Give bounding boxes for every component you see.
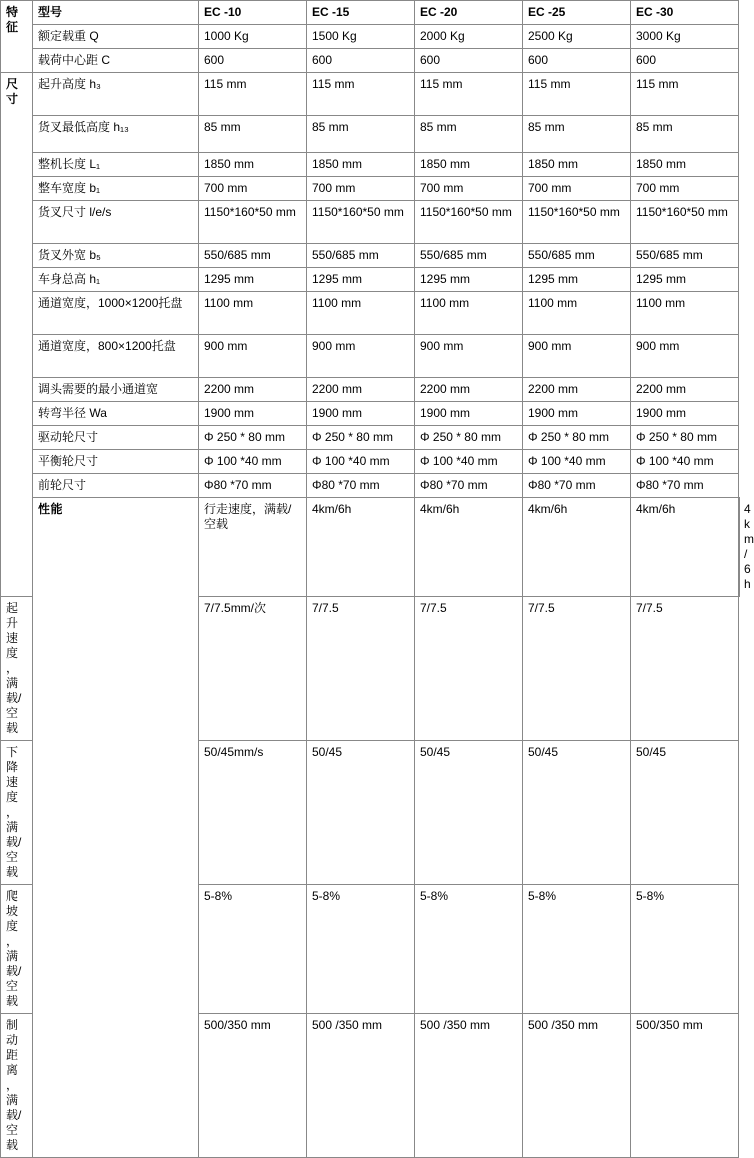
row-label: 额定载重 Q <box>33 25 199 49</box>
row-value: Φ 100 *40 mm <box>631 450 739 474</box>
table-row <box>1 474 740 498</box>
table-row <box>1 268 740 292</box>
row-value: 3000 Kg <box>631 25 739 49</box>
row-value: 600 <box>199 49 307 73</box>
row-value: 115 mm <box>523 73 631 116</box>
row-value: 4km/6h <box>307 498 415 597</box>
row-value: 1900 mm <box>307 402 415 426</box>
row-value: 700 mm <box>307 177 415 201</box>
row-value: 1150*160*50 mm <box>631 201 739 244</box>
header-model-2: EC -20 <box>415 1 523 25</box>
row-value: 85 mm <box>631 116 739 153</box>
table-row <box>1 73 740 116</box>
row-value: 5-8% <box>199 885 307 1014</box>
row-value: 50/45 <box>631 741 739 885</box>
row-value: 2200 mm <box>307 378 415 402</box>
row-label: 载荷中心距 C <box>33 49 199 73</box>
table-row <box>1 378 740 402</box>
row-value: 1900 mm <box>415 402 523 426</box>
row-label: 整车宽度 b₁ <box>33 177 199 201</box>
row-label: 起升速度，满载/空载 <box>1 597 33 741</box>
row-value: Φ 250 * 80 mm <box>307 426 415 450</box>
row-value: Φ 100 *40 mm <box>307 450 415 474</box>
row-value: 50/45mm/s <box>199 741 307 885</box>
row-value: 4km/6h <box>415 498 523 597</box>
row-value: 1100 mm <box>631 292 739 335</box>
table-row <box>1 292 740 335</box>
row-value: Φ80 *70 mm <box>523 474 631 498</box>
row-value: 1100 mm <box>199 292 307 335</box>
row-value: 1100 mm <box>523 292 631 335</box>
row-value: 500/350 mm <box>631 1014 739 1158</box>
table-row <box>1 177 740 201</box>
row-label: 前轮尺寸 <box>33 474 199 498</box>
group-label-dimensions: 尺寸 <box>1 73 33 597</box>
row-value: 500 /350 mm <box>415 1014 523 1158</box>
group-label-features: 特征 <box>1 1 33 73</box>
row-value: 5-8% <box>631 885 739 1014</box>
table-row <box>1 498 740 597</box>
row-value: 500 /350 mm <box>307 1014 415 1158</box>
row-value: 700 mm <box>631 177 739 201</box>
table-row <box>1 402 740 426</box>
table-row <box>1 153 740 177</box>
row-value: 900 mm <box>631 335 739 378</box>
row-value: 2200 mm <box>523 378 631 402</box>
row-value: Φ80 *70 mm <box>415 474 523 498</box>
row-value: 900 mm <box>199 335 307 378</box>
row-label: 通道宽度，1000×1200托盘 <box>33 292 199 335</box>
row-label: 货叉外宽 b₅ <box>33 244 199 268</box>
row-label: 行走速度，满载/空载 <box>199 498 307 597</box>
row-value: 1850 mm <box>631 153 739 177</box>
row-value: 4km/6h <box>523 498 631 597</box>
row-value: 500 /350 mm <box>523 1014 631 1158</box>
row-value: 2200 mm <box>199 378 307 402</box>
row-value: 7/7.5 <box>523 597 631 741</box>
row-value: 5-8% <box>523 885 631 1014</box>
row-label: 爬坡度，满载/空载 <box>1 885 33 1014</box>
row-label: 平衡轮尺寸 <box>33 450 199 474</box>
row-value: Φ80 *70 mm <box>307 474 415 498</box>
row-value: 2500 Kg <box>523 25 631 49</box>
row-value: 1295 mm <box>631 268 739 292</box>
row-value: 115 mm <box>631 73 739 116</box>
row-value: 4km/6h <box>631 498 739 597</box>
header-model-label: 型号 <box>33 1 199 25</box>
row-value: 7/7.5mm/次 <box>199 597 307 741</box>
row-value: Φ 250 * 80 mm <box>199 426 307 450</box>
row-value: Φ80 *70 mm <box>199 474 307 498</box>
row-value: 2200 mm <box>631 378 739 402</box>
row-value: 700 mm <box>415 177 523 201</box>
table-row <box>1 335 740 378</box>
row-value: Φ80 *70 mm <box>631 474 739 498</box>
header-model-0: EC -10 <box>199 1 307 25</box>
row-value: 1295 mm <box>199 268 307 292</box>
row-value: 115 mm <box>307 73 415 116</box>
row-label: 整机长度 L₁ <box>33 153 199 177</box>
row-label: 起升高度 h₃ <box>33 73 199 116</box>
row-value: 2200 mm <box>415 378 523 402</box>
row-value: 5-8% <box>415 885 523 1014</box>
row-value: Φ 250 * 80 mm <box>415 426 523 450</box>
row-value: 50/45 <box>523 741 631 885</box>
row-value: 2000 Kg <box>415 25 523 49</box>
row-value: 600 <box>631 49 739 73</box>
row-value: 550/685 mm <box>523 244 631 268</box>
row-value: 600 <box>523 49 631 73</box>
table-row <box>1 25 740 49</box>
header-model-1: EC -15 <box>307 1 415 25</box>
row-value: Φ 100 *40 mm <box>523 450 631 474</box>
row-value: 1850 mm <box>415 153 523 177</box>
table-row <box>1 450 740 474</box>
table-row <box>1 426 740 450</box>
row-value: 1150*160*50 mm <box>199 201 307 244</box>
row-value: 1100 mm <box>307 292 415 335</box>
row-value: 1000 Kg <box>199 25 307 49</box>
row-value: Φ 100 *40 mm <box>415 450 523 474</box>
table-row <box>1 116 740 153</box>
row-value: 50/45 <box>307 741 415 885</box>
row-value: 1850 mm <box>307 153 415 177</box>
row-label: 制动距离，满载/空载 <box>1 1014 33 1158</box>
row-label: 车身总高 h₁ <box>33 268 199 292</box>
row-value: 550/685 mm <box>631 244 739 268</box>
row-value: 550/685 mm <box>199 244 307 268</box>
row-value: 1150*160*50 mm <box>415 201 523 244</box>
table-row <box>1 49 740 73</box>
row-value: 1295 mm <box>307 268 415 292</box>
row-value: 700 mm <box>199 177 307 201</box>
row-value: 1900 mm <box>199 402 307 426</box>
row-label: 货叉最低高度 h₁₃ <box>33 116 199 153</box>
row-value: 7/7.5 <box>631 597 739 741</box>
row-value: 115 mm <box>415 73 523 116</box>
row-value: 1295 mm <box>523 268 631 292</box>
row-value: 5-8% <box>307 885 415 1014</box>
row-value: 4km/6h <box>739 498 740 597</box>
row-value: 1150*160*50 mm <box>523 201 631 244</box>
row-value: 1900 mm <box>631 402 739 426</box>
row-value: 1850 mm <box>199 153 307 177</box>
row-value: 1850 mm <box>523 153 631 177</box>
header-model-3: EC -25 <box>523 1 631 25</box>
row-value: 1295 mm <box>415 268 523 292</box>
row-label: 下降速度，满载/空载 <box>1 741 33 885</box>
row-value: 85 mm <box>415 116 523 153</box>
row-value: 500/350 mm <box>199 1014 307 1158</box>
row-value: 900 mm <box>415 335 523 378</box>
row-value: 1500 Kg <box>307 25 415 49</box>
row-value: 115 mm <box>199 73 307 116</box>
table-row <box>1 244 740 268</box>
header-model-4: EC -30 <box>631 1 739 25</box>
row-label: 通道宽度，800×1200托盘 <box>33 335 199 378</box>
row-value: 7/7.5 <box>415 597 523 741</box>
row-value: 85 mm <box>307 116 415 153</box>
row-value: 50/45 <box>415 741 523 885</box>
row-value: 550/685 mm <box>415 244 523 268</box>
row-value: 1900 mm <box>523 402 631 426</box>
row-value: 600 <box>307 49 415 73</box>
row-value: 7/7.5 <box>307 597 415 741</box>
row-value: 700 mm <box>523 177 631 201</box>
row-value: Φ 250 * 80 mm <box>631 426 739 450</box>
row-value: Φ 100 *40 mm <box>199 450 307 474</box>
row-value: 600 <box>415 49 523 73</box>
row-label: 转弯半径 Wa <box>33 402 199 426</box>
row-label: 驱动轮尺寸 <box>33 426 199 450</box>
table-header-row <box>1 1 740 25</box>
row-value: 550/685 mm <box>307 244 415 268</box>
row-label: 货叉尺寸 l/e/s <box>33 201 199 244</box>
row-value: 1100 mm <box>415 292 523 335</box>
row-value: 900 mm <box>523 335 631 378</box>
row-value: 1150*160*50 mm <box>307 201 415 244</box>
table-row <box>1 201 740 244</box>
group-label-performance: 性能 <box>33 498 199 1158</box>
row-value: 900 mm <box>307 335 415 378</box>
row-value: 85 mm <box>199 116 307 153</box>
row-value: Φ 250 * 80 mm <box>523 426 631 450</box>
row-label: 调头需要的最小通道宽 <box>33 378 199 402</box>
row-value: 85 mm <box>523 116 631 153</box>
